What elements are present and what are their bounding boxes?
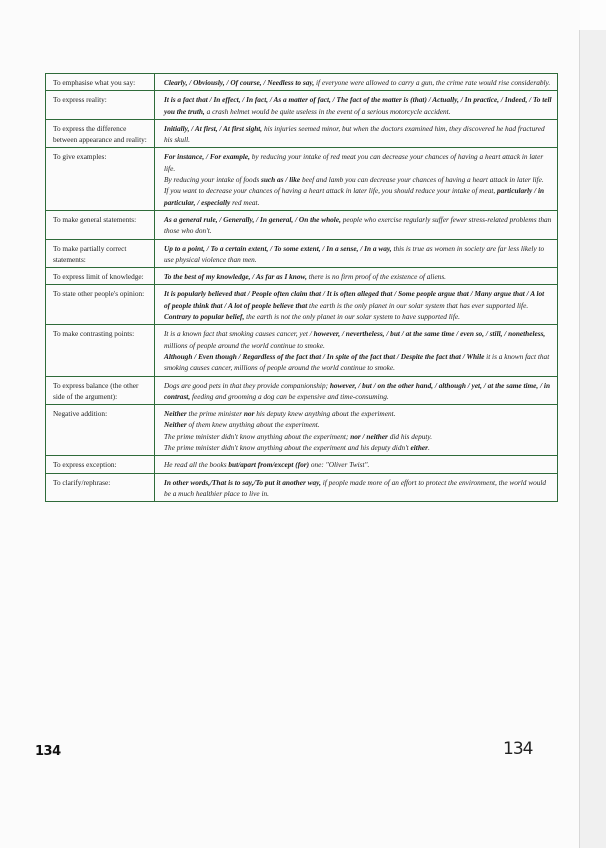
linking-phrase: Contrary to popular belief, xyxy=(164,312,245,322)
table-row xyxy=(46,91,558,120)
example-line xyxy=(164,288,552,311)
example-text: the earth is the only planet in our solar system that has ever supported life. xyxy=(307,300,529,310)
linking-phrase: Clearly, / Obviously, / Of course, / Needless to say, xyxy=(164,78,315,87)
table-row xyxy=(46,239,558,268)
example-cell xyxy=(155,91,558,120)
function-cell: To express balance (the other side of the argument): xyxy=(46,376,155,405)
example-line xyxy=(164,271,552,282)
function-cell: To express exception: xyxy=(46,456,155,473)
example-line xyxy=(164,477,552,500)
linking-phrase: It is a fact that / In effect, / In fact, / As a matter of fact, / The fact of the matter is (that) / Actually, / In practice, / Indeed, / To tell you the truth, xyxy=(164,95,552,116)
example-cell xyxy=(155,325,558,376)
example-line xyxy=(164,151,552,174)
linking-phrase: Although / Even though / Regardless of the fact that / In spite of the fact that / Despite the fact that / While xyxy=(164,351,485,361)
example-cell xyxy=(155,74,558,91)
function-cell: To express reality: xyxy=(46,91,155,120)
example-text: Dogs are good pets in that they provide companionship; xyxy=(164,380,330,390)
linking-phrase: particularly / in particular, / especially xyxy=(164,186,545,207)
example-text: a crash helmet would be quite useless in the event of a serious motorcycle accident. xyxy=(204,106,451,116)
example-line xyxy=(164,77,552,88)
example-line xyxy=(164,431,552,442)
linking-phrase: Neither xyxy=(164,420,187,430)
example-line xyxy=(164,442,552,453)
function-cell: To state other people's opinion: xyxy=(46,285,155,325)
example-text: the prime minister xyxy=(186,409,244,419)
example-line xyxy=(164,214,552,237)
example-text: if people made more of an effort to protect the environment, the world would be a much healthier place to live in. xyxy=(164,477,547,498)
example-cell xyxy=(155,456,558,473)
example-cell xyxy=(155,268,558,285)
table-row xyxy=(46,405,558,456)
example-cell xyxy=(155,119,558,148)
linking-phrase: nor xyxy=(243,409,255,419)
linking-phrase: For instance, / For example, xyxy=(164,152,250,162)
function-cell: To clarify/rephrase: xyxy=(46,473,155,502)
example-line xyxy=(164,185,552,208)
function-cell: To express the difference between appearance and reality: xyxy=(46,119,155,148)
example-text: the earth is not the only planet in our solar system to have supported life. xyxy=(244,312,460,322)
example-text: If you want to decrease your chances of having a heart attack in later life, you should reduce your intake of meat, xyxy=(164,186,498,196)
linking-phrase: Initially, / At first, / At first sight, xyxy=(164,123,263,133)
example-text: The prime minister didn't know anything about the experiment; xyxy=(164,431,351,441)
example-text: by reducing your intake of red meat you can decrease your chances of having a heart attack in later life. xyxy=(164,152,544,173)
table-row xyxy=(46,210,558,239)
linking-phrase: As a general rule, / Generally, / In general, / On the whole, xyxy=(164,214,341,224)
linking-phrase: To the best of my knowledge, / As far as I know, xyxy=(164,272,307,282)
table-body xyxy=(46,74,558,502)
function-cell: Negative addition: xyxy=(46,405,155,456)
function-cell: To give examples: xyxy=(46,148,155,210)
example-text: By reducing your intake of foods xyxy=(164,175,262,185)
table-row xyxy=(46,456,558,473)
example-text: The prime minister didn't know anything about the experiment and his deputy didn't xyxy=(164,443,411,453)
function-cell: To emphasise what you say: xyxy=(46,74,155,91)
table-row xyxy=(46,325,558,376)
function-cell: To make general statements: xyxy=(46,210,155,239)
example-cell xyxy=(155,405,558,456)
example-text: red meat. xyxy=(230,197,260,207)
table-row xyxy=(46,376,558,405)
table-row xyxy=(46,268,558,285)
example-text: his injuries seemed minor, but when the doctors examined him, they discovered he had fractured his skull. xyxy=(164,123,545,145)
example-text: one: "Oliver Twist". xyxy=(309,460,370,470)
example-text: He read all the books xyxy=(164,460,229,470)
example-line xyxy=(164,123,552,146)
example-text: this is true as women in society are far less likely to use physical violence than men. xyxy=(164,243,545,264)
linking-phrase: such as / like xyxy=(261,175,301,185)
example-text: millions of people around the world continue to smoke. xyxy=(164,340,325,350)
table-row xyxy=(46,74,558,91)
example-line xyxy=(164,419,552,430)
example-line xyxy=(164,328,552,351)
page-number-handwritten: 134 xyxy=(503,739,533,759)
example-text: it is a known fact that smoking causes cancer, millions of people around the world continue to smoke. xyxy=(164,351,550,373)
linking-phrases-table xyxy=(45,73,558,502)
table-row xyxy=(46,148,558,210)
linking-phrase: Up to a point, / To a certain extent, / To some extent, / In a sense, / In a way, xyxy=(164,243,392,253)
table-row xyxy=(46,119,558,148)
page-edge-shadow xyxy=(579,30,606,848)
example-cell xyxy=(155,473,558,502)
table-row xyxy=(46,285,558,325)
example-text: his deputy knew anything about the experiment. xyxy=(254,409,396,419)
example-text: It is a known fact that smoking causes cancer, yet / xyxy=(164,329,314,339)
linking-phrase: Neither xyxy=(164,409,187,419)
example-cell xyxy=(155,376,558,405)
example-cell xyxy=(155,239,558,268)
example-text: did his deputy. xyxy=(387,431,433,441)
example-line xyxy=(164,459,552,470)
example-text: there is no firm proof of the existence of aliens. xyxy=(306,272,446,282)
page-number-printed: 134 xyxy=(35,744,61,759)
function-cell: To express limit of knowledge: xyxy=(46,268,155,285)
example-cell xyxy=(155,148,558,210)
function-cell: To make partially correct statements: xyxy=(46,239,155,268)
example-text: people who exercise regularly suffer fewer stress-related problems than those who don't. xyxy=(164,214,552,236)
linking-phrase: but/apart from/except (for) xyxy=(228,460,310,470)
linking-phrase: either xyxy=(410,443,428,453)
example-line xyxy=(164,243,552,266)
example-text: beef and lamb you can decrease your chances of having a heart attack in later life. xyxy=(300,175,544,185)
example-text: . xyxy=(427,443,430,453)
example-line xyxy=(164,94,552,117)
example-line xyxy=(164,311,552,322)
example-cell xyxy=(155,210,558,239)
example-cell xyxy=(155,285,558,325)
linking-phrase: nor / neither xyxy=(350,431,388,441)
example-text: feeding and grooming a dog can be expensive and time-consuming. xyxy=(190,391,389,401)
table-row xyxy=(46,473,558,502)
linking-phrase: It is popularly believed that / People often claim that / It is often alleged that / Some people argue that / Many argue that / A lot of people think that / A lot of people believe that xyxy=(164,289,545,310)
page-corner xyxy=(580,0,606,30)
linking-phrase: however, / nevertheless, / but / at the same time / even so, / still, / nonetheless, xyxy=(313,329,546,339)
example-line xyxy=(164,174,552,185)
example-line xyxy=(164,380,552,403)
function-cell: To make contrasting points: xyxy=(46,325,155,376)
example-line xyxy=(164,351,552,374)
example-text: if everyone were allowed to carry a gun, the crime rate would rise considerably. xyxy=(314,78,551,87)
example-text: of them knew anything about the experiment. xyxy=(186,420,320,430)
example-line xyxy=(164,408,552,419)
linking-phrase: In other words,/That is to say,/To put it another way, xyxy=(164,477,321,487)
linking-phrase: however, / but / on the other hand, / although / yet, / at the same time, / in contrast, xyxy=(164,380,551,401)
